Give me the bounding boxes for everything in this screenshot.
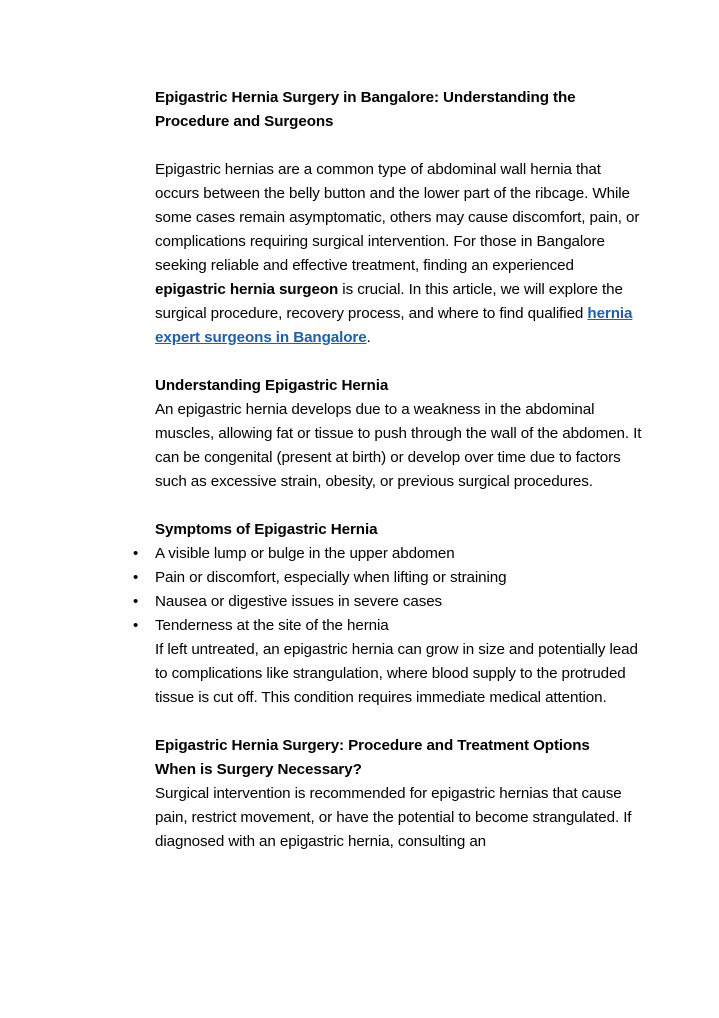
understanding-heading: Understanding Epigastric Hernia [155,377,389,394]
bullet-icon: • [133,569,139,586]
bullet-icon: • [133,545,139,562]
bullet-icon: • [133,617,139,634]
symptoms-heading: Symptoms of Epigastric Hernia [155,521,378,538]
symptoms-followup-paragraph: If left untreated, an epigastric hernia can grow in size and potentially lead to complications like strangulation, where blood supply to the protruded tissue is cut off. This condition requires immediate medical attention. [155,641,638,706]
document-title: Epigastric Hernia Surgery in Bangalore: Understanding the Procedure and Surgeons [155,89,576,130]
surgery-heading: Epigastric Hernia Surgery: Procedure and Treatment Options [155,737,590,754]
document-page [133,86,645,854]
intro-bold-term: epigastric hernia surgeon [155,281,339,298]
symptoms-list [133,542,645,638]
intro-text-1: Epigastric hernias are a common type of abdominal wall hernia that occurs between the belly button and the lower part of the ribcage. While some cases remain asymptomatic, others may cause discomfort, pain, or complications requiring surgical intervention. For those in Bangalore seeking reliable and effective treatment, finding an experienced [155,161,640,274]
surgery-paragraph: Surgical intervention is recommended for epigastric hernias that cause pain, restrict movement, or have the potential to become strangulated. If diagnosed with an epigastric hernia, consulting an [155,785,632,850]
list-item-text: Tenderness at the site of the hernia [155,617,389,634]
spacer [155,710,645,734]
list-item-text: Nausea or digestive issues in severe cases [155,593,443,610]
intro-paragraph [155,158,645,350]
spacer [155,134,645,158]
intro-text-2: is crucial. In this article, we will explore the surgical procedure, recovery process, and where to find qualified [155,281,623,322]
spacer [155,494,645,518]
list-item [133,566,645,590]
list-item-text: Pain or discomfort, especially when lifting or straining [155,569,507,586]
intro-text-3: . [366,329,371,346]
list-item [133,542,645,566]
hernia-surgeons-link[interactable]: hernia expert surgeons in Bangalore [155,305,633,346]
bullet-icon: • [133,593,139,610]
surgery-subheading: When is Surgery Necessary? [155,761,362,778]
spacer [155,350,645,374]
understanding-paragraph: An epigastric hernia develops due to a weakness in the abdominal muscles, allowing fat or tissue to push through the wall of the abdomen. It can be congenital (present at birth) or develop over time due to factors such as excessive strain, obesity, or previous surgical procedures. [155,401,642,490]
list-item-text: A visible lump or bulge in the upper abdomen [155,545,455,562]
list-item [133,590,645,614]
list-item [133,614,645,638]
